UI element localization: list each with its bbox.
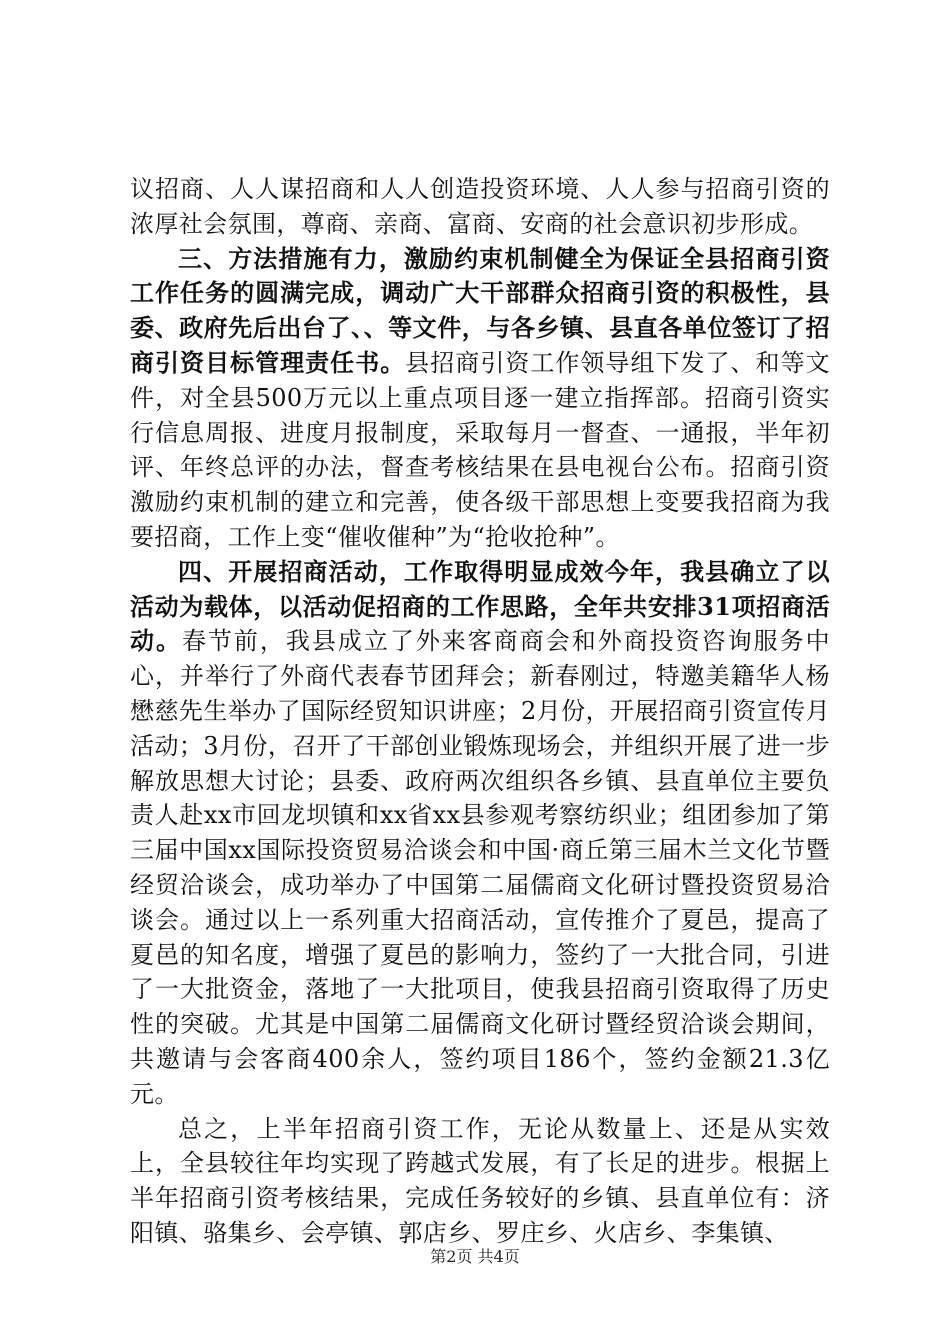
section-heading: 三、方法措施有力，激励约束机制健全为保证全县招商引资工作任务的圆满完成，调动广大干部群众招商引资的积极性，县委、政府先后出台了、、等文件，与各乡镇、县直各单位签订了招商引资目标管理责任书。 <box>130 243 830 377</box>
paragraph-continuation <box>130 172 830 242</box>
paragraph-text: 议招商、人人谋招商和人人创造投资环境、人人参与招商引资的浓厚社会氛围，尊商、亲商、富商、安商的社会意识初步形成。 <box>130 175 830 238</box>
paragraph-text: 春节前，我县成立了外来客商商会和外商投资咨询服务中心，并举行了外商代表春节团拜会；新春刚过，特邀美籍华人杨懋慈先生举办了国际经贸知识讲座；2月份，开展招商引资宣传月活动；3月份，召开了干部创业锻炼现场会，并组织开展了进一步解放思想大讨论；县委、政府两次组织各乡镇、县直单位主要负责人赴xx市回龙坝镇和xx省xx县参观考察纺织业；组团参加了第三届中国xx国际投资贸易洽谈会和中国·商丘第三届木兰文化节暨经贸洽谈会，成功举办了中国第二届儒商文化研讨暨投资贸易洽谈会。通过以上一系列重大招商活动，宣传推介了夏邑，提高了夏邑的知名度，增强了夏邑的影响力，签约了一大批合同，引进了一大批资金，落地了一大批项目，使我县招商引资取得了历史性的突破。尤其是中国第二届儒商文化研讨暨经贸洽谈会期间，共邀请与会客商400余人，签约项目186个，签约金额21.3亿元。 <box>130 627 830 1108</box>
page-number-footer: 第2页 共4页 <box>430 1247 520 1266</box>
paragraph-text: 县招商引资工作领导组下发了、和等文件，对全县500万元以上重点项目逐一建立指挥部。招商引资实行信息周报、进度月报制度，采取每月一督查、一通报，半年初评、年终总评的办法，督查考核结果在县电视台公布。招商引资激励约束机制的建立和完善，使各级干部思想上变要我招商为我要招商，工作上变“催收催种”为“抢收抢种”。 <box>130 348 830 551</box>
paragraph-summary <box>130 1112 830 1251</box>
section-heading: 四、开展招商活动，工作取得明显成效今年，我县确立了以活动为载体，以活动促招商的工作思路，全年共安排31项招商活动。 <box>130 556 830 656</box>
paragraph-section-three <box>130 242 830 555</box>
paragraph-text: 总之，上半年招商引资工作，无论从数量上、还是从实效上，全县较往年均实现了跨越式发展，有了长足的进步。根据上半年招商引资考核结果，完成任务较好的乡镇、县直单位有：济阳镇、骆集乡、会亭镇、郭店乡、罗庄乡、火店乡、李集镇、 <box>130 1114 830 1247</box>
document-body <box>130 172 830 1251</box>
paragraph-section-four <box>130 555 830 1112</box>
